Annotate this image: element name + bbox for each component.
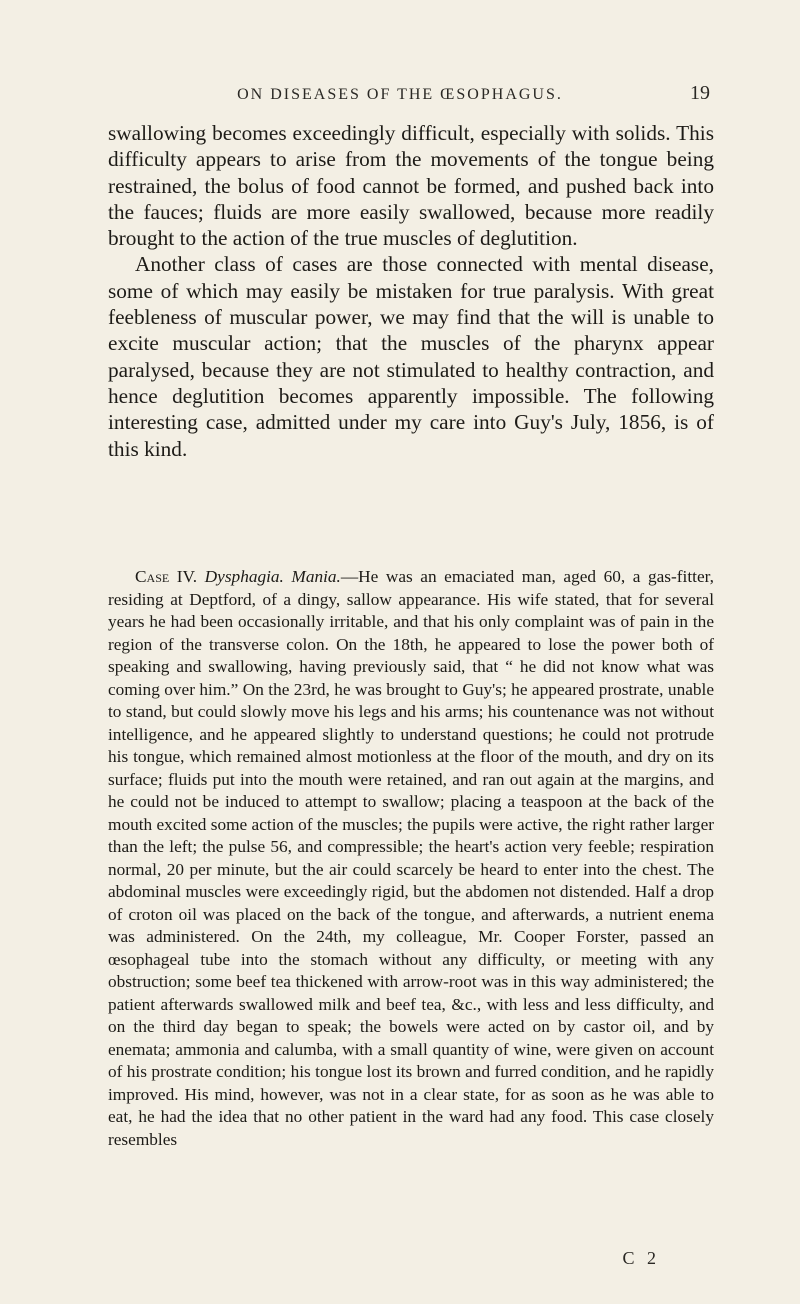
case-text: —He was an emaciated man, aged 60, a gas-fitter, residing at Deptford, of a dingy, sallow appearance. His wife stated, that for several years he had been occasionally irritable, and that his only complaint was of pain in the region of the transverse colon. On the 18th, he appeared to lose the power both of speaking and swallowing, having previously said, that “ he did not know what was coming over him.” On the 23rd, he was brought to Guy's; he appeared prostrate, unable to stand, but could slowly move his legs and his arms; his countenance was not without intelligence, and he appeared slightly to understand questions; he could not protrude his tongue, which remained almost motionless at the floor of the mouth, and dry on its surface; fluids put into the mouth were retained, and ran out again at the margins, and he could not be induced to attempt to swallow; placing a teaspoon at the back of the mouth excited some action of the muscles; the pupils were active, the right rather larger than the left; the pulse 56, and compressible; the heart's action very feeble; respiration normal, 20 per minute, but the air could scarcely be heard to enter into the chest. The abdominal muscles were exceedingly rigid, but the abdomen not distended. Half a drop of croton oil was placed on the back of the tongue, and afterwards, a nutrient enema was administered. On the 24th, my colleague, Mr. Cooper Forster, passed an œsophageal tube into the stomach without any difficulty, or meeting with any obstruction; some beef tea thickened with arrow-root was in this way administered; the patient afterwards swallowed milk and beef tea, &c., with less and less difficulty, and on the third day began to speak; the bowels were acted on by castor oil, and by enemata; ammonia and calumba, with a small quantity of wine, were given on account of his prostrate condition; his tongue lost its brown and furred condition, and he rapidly improved. His mind, however, was not in a clear state, for as soon as he was able to eat, he had the idea that no other patient in the ward had any food. This case closely resembles <box>108 567 715 1149</box>
running-title: ON DISEASES OF THE ŒSOPHAGUS. <box>237 86 563 103</box>
paragraph: swallowing becomes exceedingly difficult, especially with solids. This difficulty appears to arise from the movements of the tongue being restrained, the bolus of food cannot be formed, and pushed back into the fauces; fluids are more easily swallowed, because more readily brought to the action of the true muscles of deglutition. <box>108 121 714 251</box>
page-header <box>0 82 800 110</box>
main-text <box>108 120 714 462</box>
page-number: 19 <box>690 82 710 104</box>
case-title: Dysphagia. Mania. <box>204 567 341 586</box>
signature-mark: C 2 <box>622 1248 660 1268</box>
case-label: Case IV. <box>135 567 198 586</box>
paragraph: Another class of cases are those connected with mental disease, some of which may easily be mistaken for true paralysis. With great feebleness of muscular power, we may find that the will is unable to excite muscular action; that the muscles of the pharynx appear paralysed, because they are not stimulated to healthy contraction, and hence deglutition becomes apparently impossible. The following interesting case, admitted under my care into Guy's July, 1856, is of this kind. <box>108 252 714 461</box>
case-report <box>108 566 714 1151</box>
case-paragraph <box>108 566 714 1151</box>
